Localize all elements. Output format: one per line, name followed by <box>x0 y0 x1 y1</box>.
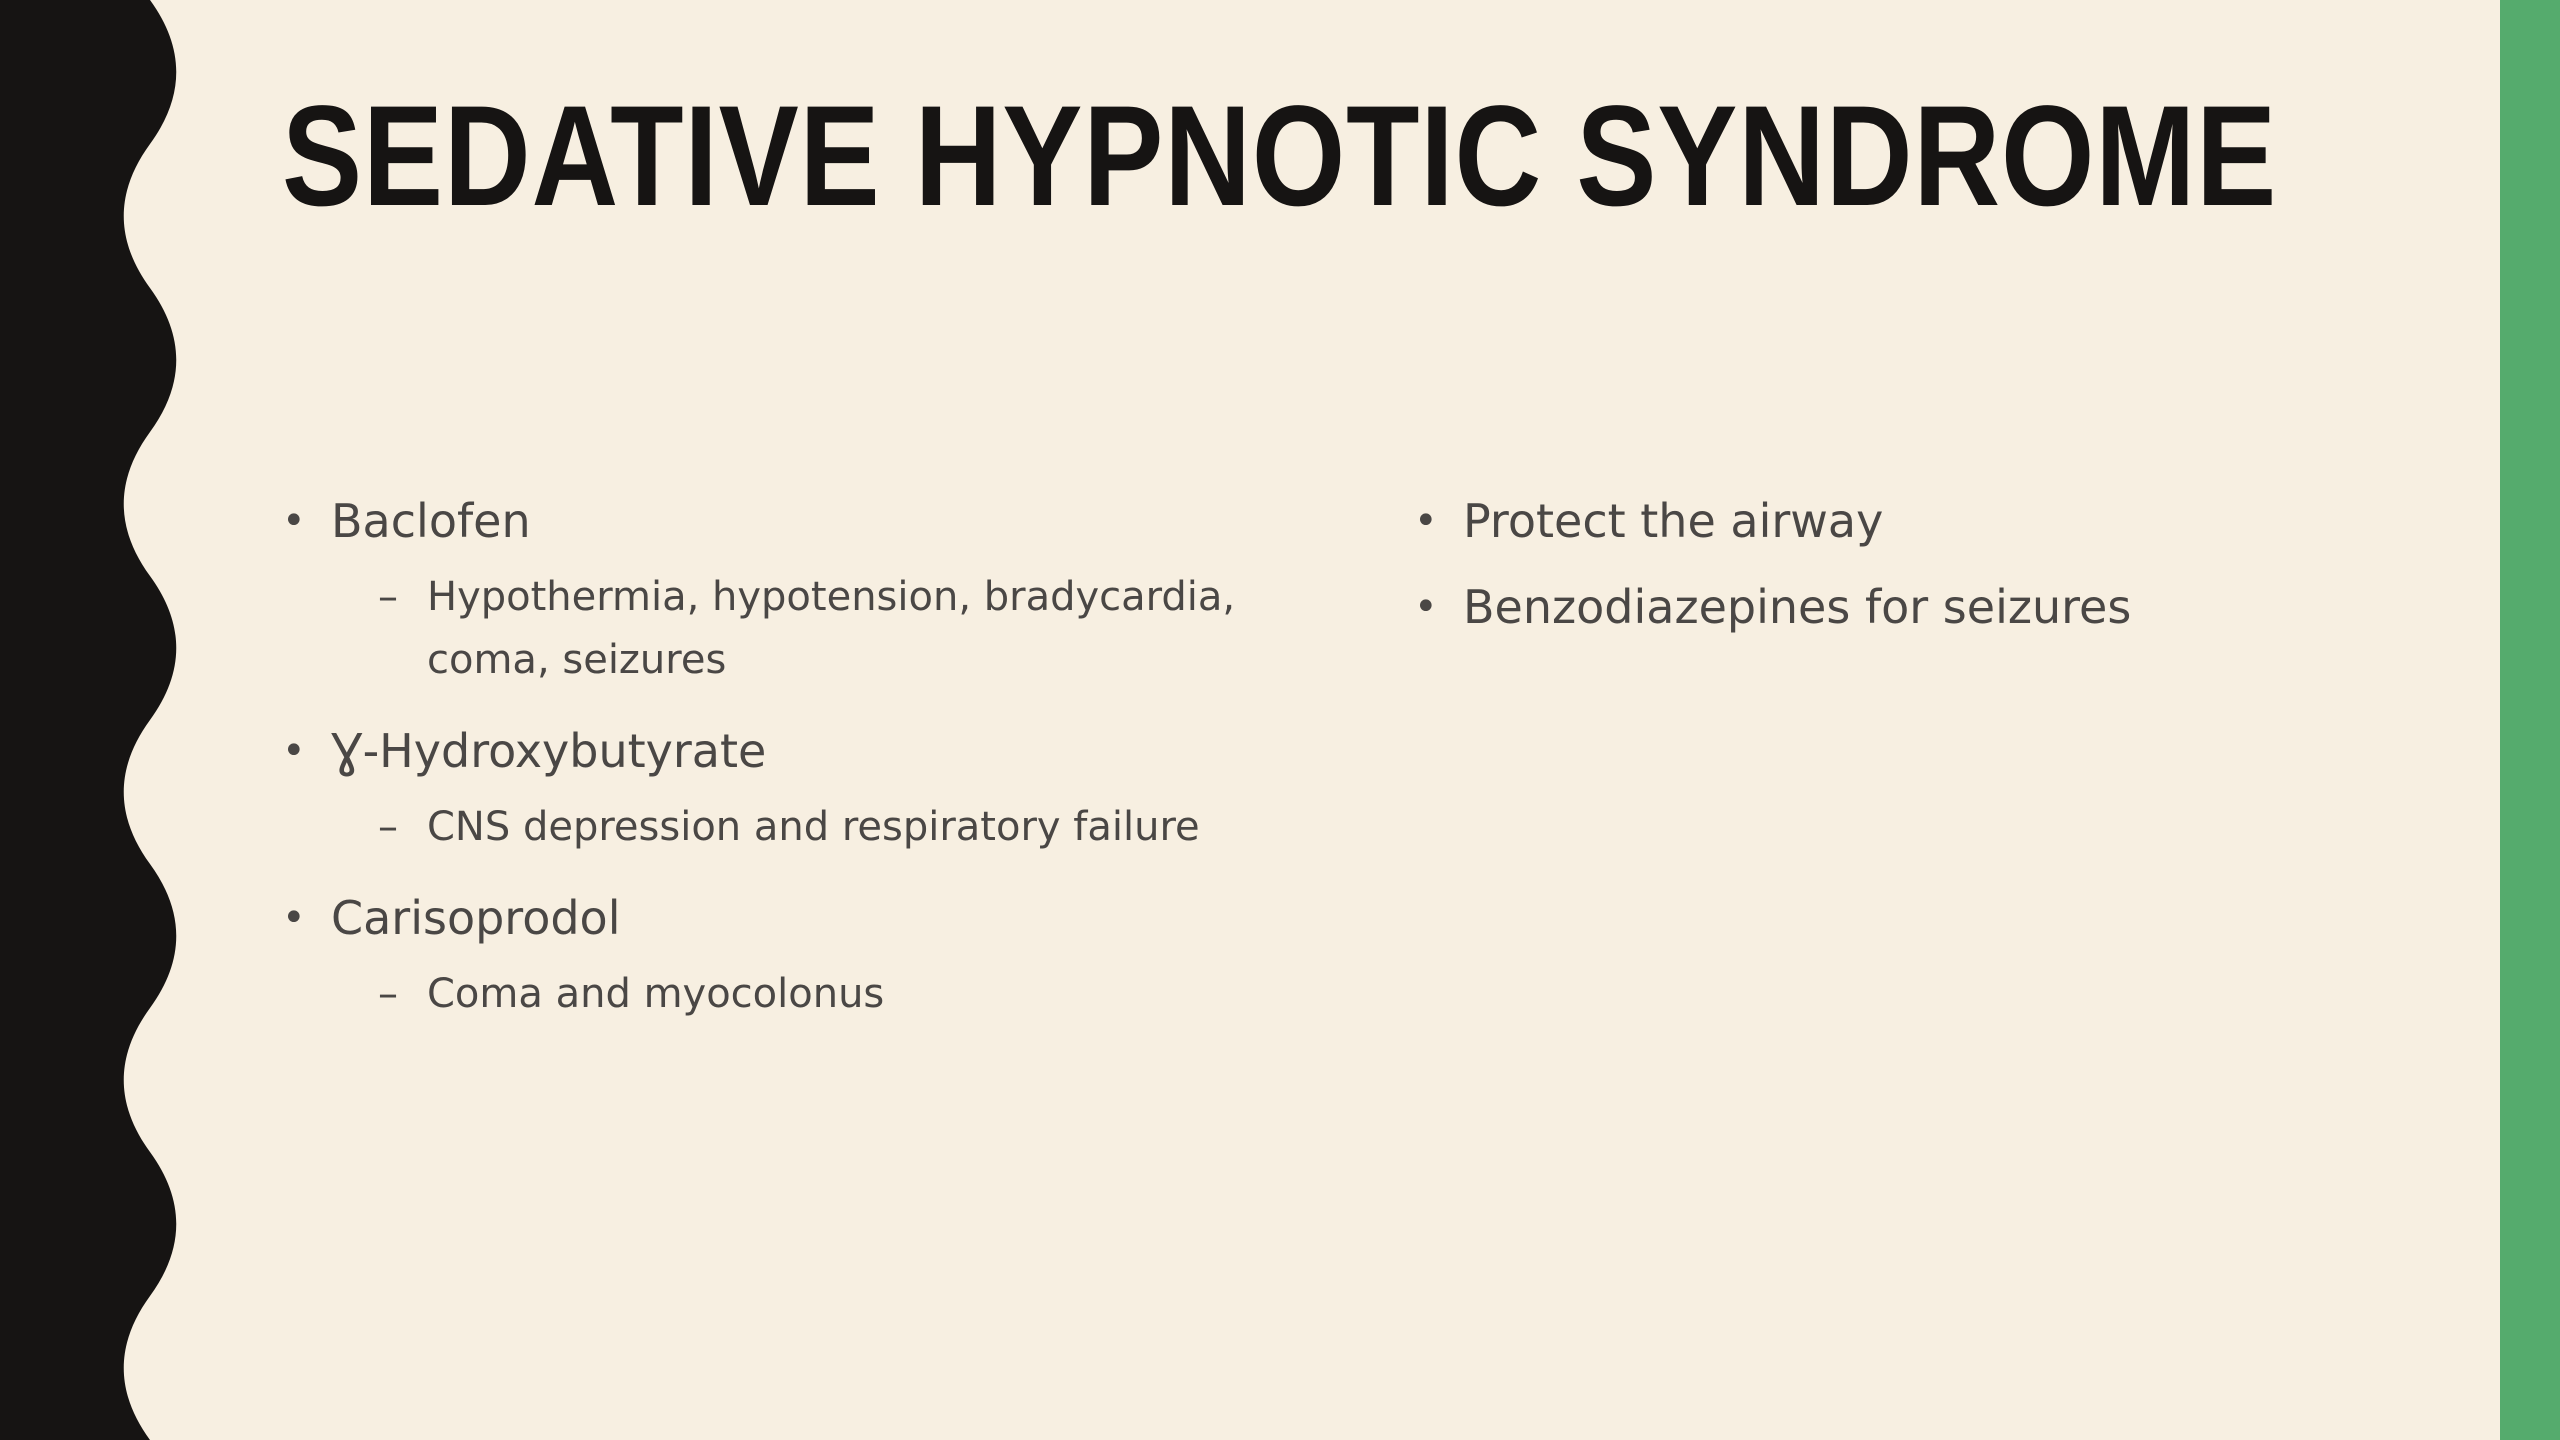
sub-list-item <box>331 566 1362 692</box>
sub-list <box>331 963 1362 1026</box>
sub-list <box>331 566 1362 692</box>
bullet-icon: • <box>282 728 306 774</box>
list-item-label: Protect the airway <box>1463 494 1884 548</box>
list-item <box>1414 490 2414 552</box>
bullet-icon: • <box>282 498 306 544</box>
list-item-label: Ɣ-Hydroxybutyrate <box>331 724 767 778</box>
right-accent-bar <box>2500 0 2560 1440</box>
bullet-icon: • <box>1414 498 1438 544</box>
sub-list-item-label: CNS depression and respiratory failure <box>427 804 1200 850</box>
dash-icon: – <box>378 804 398 850</box>
right-column <box>1414 490 2414 662</box>
list-item <box>1414 576 2414 638</box>
left-bullet-list <box>282 490 1362 1026</box>
right-bullet-list <box>1414 490 2414 638</box>
sub-list-item <box>331 963 1362 1026</box>
slide-title: SEDATIVE HYPNOTIC SYNDROME <box>282 77 2278 236</box>
dash-icon: – <box>378 971 398 1017</box>
list-item-label: Benzodiazepines for seizures <box>1463 580 2132 634</box>
list-item-label: Carisoprodol <box>331 891 621 945</box>
list-item <box>282 720 1362 859</box>
bullet-icon: • <box>1414 584 1438 630</box>
sub-list <box>331 796 1362 859</box>
bullet-icon: • <box>282 895 306 941</box>
list-item-label: Baclofen <box>331 494 531 548</box>
sub-list-item-label: Hypothermia, hypotension, bradycardia, coma, seizures <box>427 574 1236 683</box>
list-item <box>282 490 1362 692</box>
list-item <box>282 887 1362 1026</box>
left-wave-decoration <box>0 0 190 1440</box>
sub-list-item <box>331 796 1362 859</box>
left-column <box>282 490 1362 1054</box>
sub-list-item-label: Coma and myocolonus <box>427 971 885 1017</box>
dash-icon: – <box>378 574 398 620</box>
